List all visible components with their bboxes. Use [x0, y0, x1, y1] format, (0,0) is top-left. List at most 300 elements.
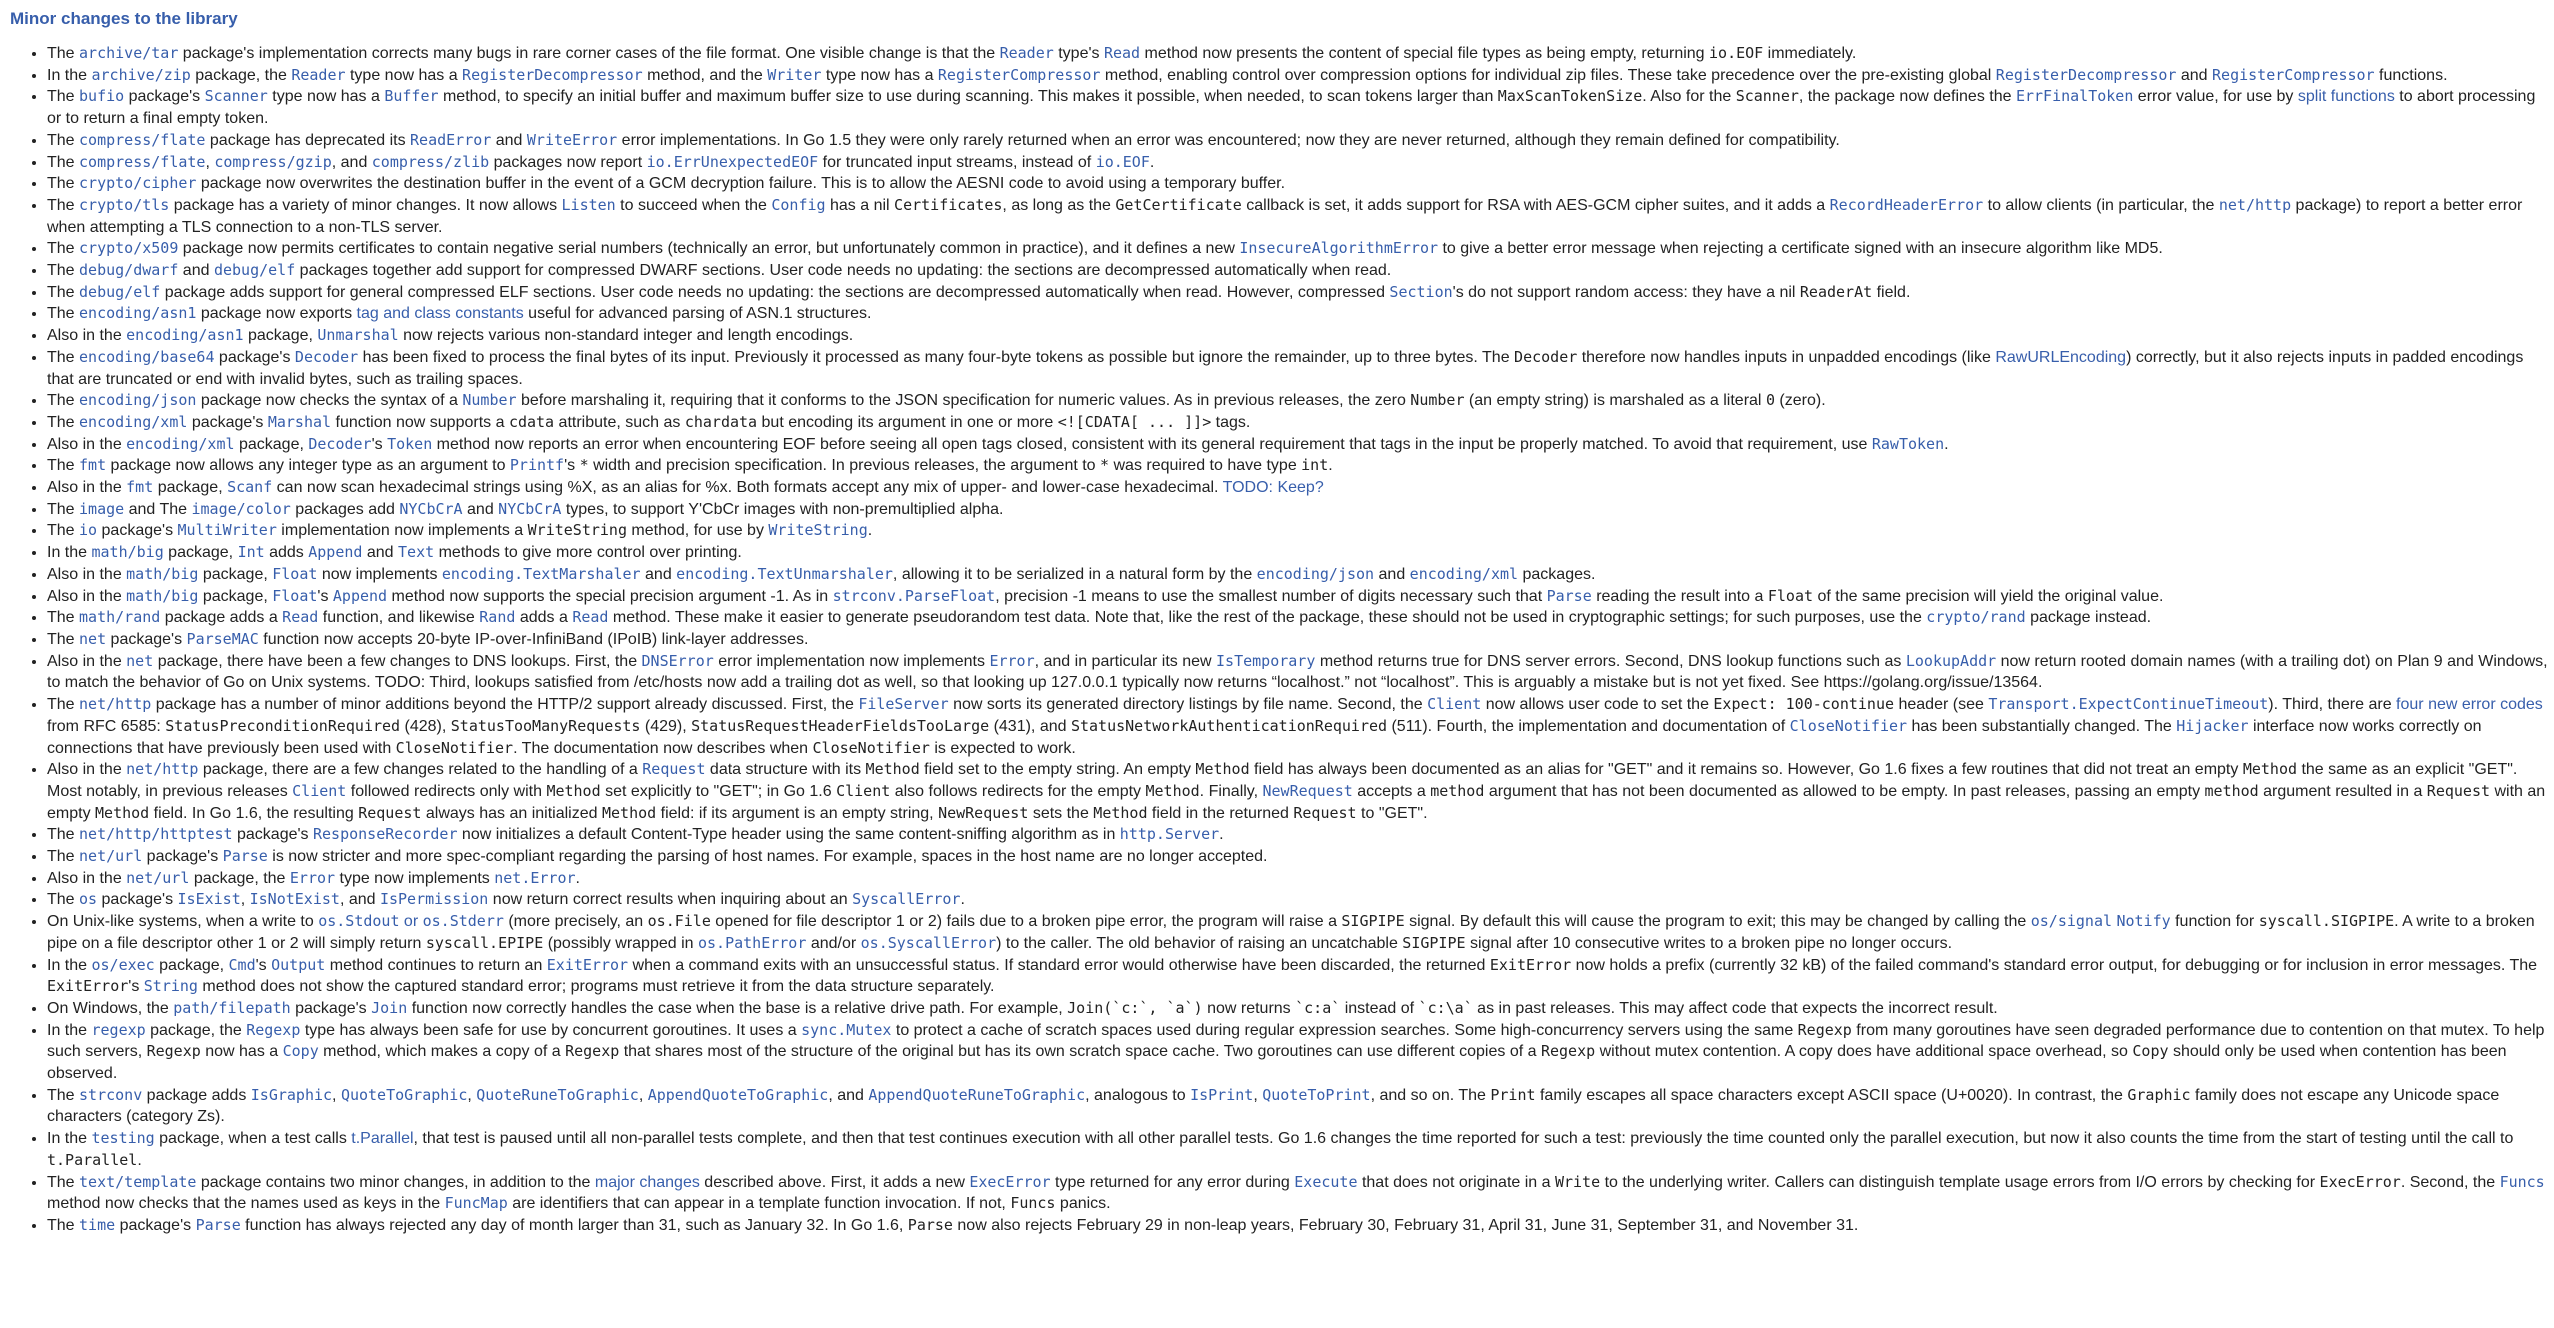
body-text: to the underlying writer. Callers can distinguish template usage errors from I/O errors by checking for	[1600, 1173, 2320, 1191]
body-text: implementation now implements a	[276, 522, 528, 540]
code-text: syscall.EPIPE	[425, 933, 544, 952]
body-text: The	[47, 1173, 80, 1191]
code-link[interactable]: Listen	[561, 195, 616, 214]
code-link[interactable]: IsPrint	[1190, 1085, 1254, 1104]
body-text: function, and likewise	[318, 609, 480, 627]
code-link[interactable]: IsTemporary	[1216, 651, 1316, 670]
code-link[interactable]: Scanf	[227, 478, 273, 497]
body-text: package has deprecated its	[205, 131, 411, 149]
body-text: The	[47, 457, 80, 475]
body-text: now implements	[317, 565, 442, 583]
link[interactable]: or	[399, 913, 423, 931]
code-text: WriteString	[527, 521, 627, 540]
body-text: now return rooted domain names (with a trailing dot) on Plan 9 and Windows, to match the behavior of Go on Unix systems. TODO: Third, lookups satisfied from /etc/hosts now add a trailing dot as well, so that looking up 127.0.0.1 typically now returns “localhost.” not “localhost”. This is arguably a mistake but is not yet fixed. See https://golang.org/issue/13564.	[47, 652, 2548, 692]
code-link[interactable]: os/signal	[2030, 912, 2113, 931]
body-text: opened for file descriptor 1 or 2) fails due to a broken pipe error, the program will raise a	[710, 913, 1342, 931]
list-item	[47, 1128, 2548, 1171]
code-link[interactable]: AppendQuoteRuneToGraphic	[868, 1085, 1086, 1104]
body-text: package,	[234, 435, 309, 453]
body-text: and The	[124, 500, 192, 518]
code-link[interactable]: math/rand	[79, 608, 161, 627]
code-link[interactable]: FileServer	[858, 695, 949, 714]
code-link[interactable]: debug/elf	[213, 261, 296, 280]
code-link[interactable]: Section	[1389, 282, 1453, 301]
body-text: now also rejects February 29 in non-leap years, February 30, February 31, April 31, June 31, September 31, and November 31.	[952, 1216, 1859, 1234]
code-link[interactable]: Scanner	[204, 87, 268, 106]
code-link[interactable]: SyscallError	[852, 890, 961, 909]
code-link[interactable]: math/big	[126, 564, 199, 583]
code-link[interactable]: image	[79, 499, 125, 518]
code-link[interactable]: Unmarshal	[317, 326, 399, 345]
code-text: Method	[865, 760, 920, 779]
body-text: has a nil	[825, 196, 895, 214]
body-text: width and precision specification. In previous releases, the argument to	[588, 457, 1101, 475]
code-link[interactable]: Int	[237, 543, 265, 562]
code-link[interactable]: debug/dwarf	[79, 261, 179, 280]
code-link[interactable]: encoding/json	[79, 391, 197, 410]
link[interactable]: split functions	[2297, 88, 2395, 106]
code-link[interactable]: Parse	[1546, 586, 1592, 605]
code-link[interactable]: encoding.TextUnmarshaler	[676, 564, 893, 583]
body-text: . A write to a broken pipe on a file descriptor other 1 or 2 will simply return	[47, 913, 2535, 952]
code-link[interactable]: os	[79, 890, 98, 909]
body-text: The	[47, 630, 80, 648]
body-text: The	[47, 522, 80, 540]
body-text: (431), and	[989, 717, 1071, 735]
list-item	[47, 1172, 2548, 1215]
code-link[interactable]: archive/tar	[79, 44, 179, 62]
body-text: for truncated input streams, instead of	[818, 153, 1096, 171]
body-text: family does not escape any Unicode space characters (category Zs).	[47, 1086, 2500, 1126]
code-link[interactable]: Float	[272, 586, 318, 605]
list-item	[47, 651, 2548, 694]
body-text: ,	[467, 1086, 477, 1104]
code-link[interactable]: http.Server	[1119, 825, 1220, 844]
code-link[interactable]: Printf	[509, 456, 565, 475]
body-text: package's	[106, 630, 187, 648]
body-text: function now correctly handles the case when the base is a relative drive path. For example,	[407, 999, 1068, 1017]
code-link[interactable]: os.Stderr	[422, 912, 504, 931]
body-text: packages now report	[489, 153, 647, 171]
body-text: but encoding its argument in one or more	[757, 413, 1058, 431]
code-link[interactable]: Read	[282, 608, 319, 627]
code-link[interactable]: compress/flate	[79, 152, 206, 171]
body-text: always has an initialized	[421, 804, 602, 822]
code-link[interactable]: NYCbCrA	[399, 499, 463, 518]
code-link[interactable]: net/url	[126, 868, 190, 887]
body-text: package now allows any integer type as an argument to	[106, 457, 510, 475]
body-text: The	[47, 696, 80, 714]
code-link[interactable]: Number	[462, 391, 517, 410]
code-link[interactable]: RegisterDecompressor	[462, 65, 643, 84]
code-link[interactable]: archive/zip	[91, 65, 191, 84]
body-text: now holds a prefix (currently 32 kB) of the failed command's standard error output, for debugging or for inclusion in error messages. The	[1571, 956, 2538, 974]
code-link[interactable]: text/template	[79, 1172, 197, 1191]
code-link[interactable]: encoding/asn1	[79, 304, 197, 323]
list-item	[47, 325, 2548, 347]
code-link[interactable]: regexp	[91, 1020, 146, 1039]
body-text: (429),	[640, 717, 692, 735]
body-text: method, for use by	[626, 522, 769, 540]
code-link[interactable]: Output	[271, 955, 326, 974]
body-text: signal after 10 consecutive writes to a broken pipe no longer occurs.	[1465, 934, 1953, 952]
code-link[interactable]: encoding/xml	[1409, 564, 1519, 583]
code-link[interactable]: os.SyscallError	[860, 933, 997, 952]
code-link[interactable]: Transport.ExpectContinueTimeout	[1988, 695, 2269, 714]
code-link[interactable]: compress/flate	[79, 130, 206, 149]
list-item	[47, 955, 2548, 998]
code-link[interactable]: io.EOF	[1095, 152, 1150, 171]
code-link[interactable]: os.Stdout	[318, 912, 400, 931]
code-link[interactable]: compress/zlib	[371, 152, 490, 171]
code-link[interactable]: Writer	[767, 65, 822, 84]
code-link[interactable]: encoding.TextMarshaler	[441, 564, 641, 583]
code-link[interactable]: Copy	[282, 1042, 319, 1061]
code-link[interactable]: ErrFinalToken	[2015, 87, 2134, 106]
code-link[interactable]: crypto/rand	[1926, 608, 2026, 627]
code-link[interactable]: math/big	[126, 586, 199, 605]
code-link[interactable]: String	[143, 977, 198, 996]
code-text: SIGPIPE	[1341, 912, 1405, 931]
code-link[interactable]: Text	[398, 543, 435, 562]
code-link[interactable]: strconv.ParseFloat	[832, 586, 996, 605]
code-link[interactable]: crypto/x509	[79, 239, 179, 258]
code-link[interactable]: fmt	[126, 478, 154, 497]
code-text: Method	[95, 803, 150, 822]
link[interactable]: t.Parallel	[351, 1130, 414, 1148]
body-text: ,	[240, 891, 250, 909]
list-item	[47, 889, 2548, 911]
code-text: Request	[2426, 781, 2491, 800]
code-link[interactable]: Cmd	[228, 955, 256, 974]
body-text: package's	[115, 1216, 196, 1234]
body-text: that does not originate in a	[1357, 1173, 1555, 1191]
code-link[interactable]: net/http	[2218, 195, 2292, 214]
code-link[interactable]: encoding/base64	[79, 347, 215, 366]
code-link[interactable]: QuoteRuneToGraphic	[476, 1085, 639, 1104]
body-text: The	[47, 262, 80, 280]
code-link[interactable]: net/http	[126, 760, 199, 779]
body-text: also follows redirects for the empty	[890, 782, 1146, 800]
list-item	[47, 260, 2548, 282]
code-link[interactable]: testing	[91, 1129, 155, 1148]
code-link[interactable]: Regexp	[246, 1020, 301, 1039]
body-text: package's	[97, 891, 178, 909]
code-link[interactable]: Error	[289, 868, 336, 887]
code-link[interactable]: Hijacker	[2176, 716, 2249, 735]
code-link[interactable]: Append	[308, 543, 363, 562]
code-link[interactable]: os/exec	[91, 955, 155, 974]
code-link[interactable]: debug/elf	[79, 282, 161, 301]
body-text: to succeed when the	[615, 196, 772, 214]
body-text: to give a better error message when rejecting a certificate signed with an insecure algorithm like MD5.	[1438, 240, 2163, 258]
body-text: The	[47, 131, 80, 149]
body-text: The	[47, 348, 80, 366]
code-link[interactable]: QuoteToPrint	[1262, 1085, 1371, 1104]
code-link[interactable]: Append	[332, 586, 388, 605]
body-text: ,	[205, 153, 215, 171]
body-text: .	[575, 869, 580, 887]
code-link[interactable]: AppendQuoteToGraphic	[647, 1085, 829, 1104]
code-link[interactable]: Decoder	[308, 434, 372, 453]
code-link[interactable]: QuoteToGraphic	[340, 1085, 468, 1104]
code-text: Method	[601, 803, 657, 822]
body-text: error implementations. In Go 1.5 they were only rarely returned when an error was encountered; now they are never returned, although they remain defined for compatibility.	[617, 131, 1840, 149]
body-text: tags.	[1211, 413, 1251, 431]
body-text: .	[1149, 153, 1155, 171]
code-text: StatusTooManyRequests	[450, 716, 641, 735]
code-link[interactable]: encoding/asn1	[126, 326, 244, 345]
code-text: *	[579, 456, 589, 475]
code-link[interactable]: Token	[387, 434, 433, 453]
code-link[interactable]: Float	[272, 564, 318, 583]
list-item	[47, 520, 2548, 542]
body-text: header (see	[1894, 696, 1989, 714]
code-link[interactable]: encoding/xml	[79, 412, 188, 431]
code-link[interactable]: RegisterCompressor	[937, 65, 1101, 84]
body-text: can now scan hexadecimal strings using %X, as an alias for %x. Both formats accept any mix of upper- and lower-case hexadecimal.	[272, 479, 1223, 497]
link[interactable]: tag and class constants	[356, 305, 524, 323]
body-text: The	[47, 891, 80, 909]
code-link[interactable]: Funcs	[2499, 1172, 2545, 1191]
code-link[interactable]: Config	[771, 195, 826, 214]
code-link[interactable]: io	[79, 521, 98, 540]
code-link[interactable]: encoding/json	[1256, 564, 1375, 583]
code-link[interactable]: strconv	[79, 1085, 143, 1104]
code-text: Method	[1195, 760, 1250, 779]
code-link[interactable]: NYCbCrA	[498, 499, 562, 518]
list-item	[47, 586, 2548, 608]
code-link[interactable]: sync.Mutex	[801, 1020, 892, 1039]
body-text: type now implements	[335, 869, 495, 887]
code-link[interactable]: math/big	[91, 543, 164, 562]
body-text: now returns	[1202, 999, 1296, 1017]
code-link[interactable]: IsPermission	[379, 890, 489, 909]
code-link[interactable]: crypto/cipher	[79, 174, 197, 193]
body-text: instead of	[1340, 999, 1419, 1017]
body-text: 's	[128, 978, 144, 996]
body-text: .	[960, 891, 965, 909]
body-text: to allow clients (in particular, the	[1983, 196, 2219, 214]
link[interactable]: RawURLEncoding	[1995, 348, 2127, 366]
code-link[interactable]: RawToken	[1871, 434, 1945, 453]
body-text: package adds support for general compressed ELF sections. User code needs no updating: the sections are decompressed automatically when read. However, compressed	[160, 283, 1390, 301]
code-link[interactable]: FuncMap	[444, 1194, 508, 1213]
body-text: Also in the	[47, 327, 127, 345]
code-link[interactable]: fmt	[79, 456, 107, 475]
body-text: type now has a	[267, 88, 385, 106]
code-text: method	[1430, 781, 1485, 800]
code-link[interactable]: WriteString	[768, 521, 868, 540]
body-text: method, which makes a copy of a	[318, 1043, 566, 1061]
body-text: method now reports an error when encountering EOF before seeing all open tags closed, consistent with its general requirement that tags in the input be properly matched. To avoid that requirement, use	[432, 435, 1872, 453]
body-text: to "GET".	[1356, 804, 1428, 822]
body-text: is expected to work.	[929, 739, 1076, 757]
code-text: `c:a`	[1295, 998, 1341, 1017]
code-text: 0	[1765, 391, 1775, 410]
code-link[interactable]: Client	[292, 781, 347, 800]
code-link[interactable]: Read	[1103, 44, 1141, 62]
code-link[interactable]: InsecureAlgorithmError	[1239, 239, 1439, 258]
body-text: .	[1328, 457, 1333, 475]
list-item	[47, 1215, 2548, 1237]
code-link[interactable]: Client	[1427, 695, 1482, 714]
code-text: Regexp	[1797, 1020, 1852, 1039]
body-text: function has always rejected any day of month larger than 31, such as January 32. In Go 1.6,	[240, 1216, 908, 1234]
body-text: followed redirects only with	[346, 782, 547, 800]
body-text: method now supports the special precision argument -1. As in	[387, 587, 833, 605]
code-link[interactable]: Buffer	[384, 87, 439, 106]
body-text: field in the returned	[1147, 804, 1294, 822]
code-text: StatusNetworkAuthenticationRequired	[1070, 716, 1388, 735]
body-text: 's	[371, 435, 388, 453]
body-text: has been substantially changed. The	[1907, 717, 2177, 735]
code-link[interactable]: ExitError	[546, 955, 629, 974]
list-item	[47, 238, 2548, 260]
body-text: described above. First, it adds a new	[699, 1173, 970, 1191]
list-item	[47, 43, 2548, 65]
code-link[interactable]: IsNotExist	[249, 890, 340, 909]
code-link[interactable]: Request	[642, 760, 706, 779]
code-text: Funcs	[1010, 1194, 1056, 1213]
body-text: The	[47, 45, 80, 62]
code-link[interactable]: Marshal	[267, 412, 332, 431]
body-text: Also in the	[47, 479, 127, 497]
body-text: packages.	[1518, 565, 1596, 583]
body-text: reading the result into a	[1591, 587, 1768, 605]
body-text: package contains two minor changes, in addition to the	[196, 1173, 595, 1191]
code-link[interactable]: Rand	[479, 608, 516, 627]
code-link[interactable]: ExecError	[969, 1172, 1051, 1191]
link[interactable]: major changes	[594, 1173, 700, 1191]
code-link[interactable]: RecordHeaderError	[1829, 195, 1984, 214]
link[interactable]: TODO: Keep?	[1222, 479, 1324, 497]
code-link[interactable]: Error	[989, 651, 1035, 670]
code-link[interactable]: net/http/httptest	[79, 825, 233, 844]
body-text: type returned for any error during	[1050, 1173, 1295, 1191]
code-link[interactable]: CloseNotifier	[1789, 716, 1908, 735]
body-text: package, when a test calls	[154, 1130, 352, 1148]
body-text: now initializes a default Content-Type header using the same content-sniffing algorithm as in	[457, 826, 1120, 844]
body-text: field.	[1872, 283, 1911, 301]
body-text: set explicitly to "GET"; in Go 1.6	[600, 782, 837, 800]
code-link[interactable]: MultiWriter	[177, 521, 277, 540]
body-text: and	[462, 500, 499, 518]
body-text: field set to the empty string. An empty	[919, 761, 1196, 779]
body-text: Also in the	[47, 435, 127, 453]
code-link[interactable]: Reader	[291, 65, 346, 84]
list-item	[47, 152, 2548, 174]
body-text: type now has a	[821, 66, 938, 84]
body-text: The	[47, 196, 80, 214]
code-link[interactable]: net	[79, 629, 107, 648]
body-text: with an empty	[47, 782, 2546, 822]
code-link[interactable]: IsGraphic	[250, 1085, 333, 1104]
code-link[interactable]: ParseMAC	[186, 629, 259, 648]
code-link[interactable]: ResponseRecorder	[312, 825, 458, 844]
body-text: package,	[153, 479, 228, 497]
body-text: . Also for the	[1642, 88, 1736, 106]
body-text: and/or	[806, 934, 861, 952]
body-text: package) to report a better error when attempting a TLS connection to a non-TLS server.	[47, 196, 2523, 236]
code-link[interactable]: Read	[572, 608, 609, 627]
body-text: method returns true for DNS server errors. Second, DNS lookup functions such as	[1315, 652, 1906, 670]
code-link[interactable]: crypto/tls	[79, 195, 170, 214]
code-link[interactable]: os.PathError	[698, 933, 807, 952]
code-link[interactable]: DNSError	[641, 651, 714, 670]
code-link[interactable]: Decoder	[294, 347, 359, 366]
code-link[interactable]: Parse	[195, 1215, 241, 1234]
code-link[interactable]: path/filepath	[173, 998, 291, 1017]
code-link[interactable]: io.ErrUnexpectedEOF	[646, 152, 819, 171]
body-text: and	[178, 262, 214, 280]
list-item	[47, 434, 2548, 456]
code-text: Request	[1293, 803, 1357, 822]
link[interactable]: four new error codes	[2396, 696, 2543, 714]
body-text: field has always been documented as an alias for "GET" and it remains so. However, Go 1.6 fixes a few routines that did not treat an empty	[1249, 761, 2243, 779]
body-text: methods to give more control over printing.	[434, 544, 742, 562]
code-link[interactable]: net.Error	[494, 868, 576, 887]
code-link[interactable]: LookupAddr	[1905, 651, 1997, 670]
body-text: package, there are a few changes related to the handling of a	[198, 761, 643, 779]
code-text: Parse	[907, 1215, 953, 1234]
body-text: package has a number of minor additions beyond the HTTP/2 support already discussed. First, the	[151, 696, 859, 714]
code-link[interactable]: Join	[371, 998, 408, 1017]
body-text: package's	[124, 88, 205, 106]
code-text: int	[1301, 456, 1329, 475]
body-text: method now checks that the names used as keys in the	[47, 1195, 445, 1213]
body-text: package,	[154, 956, 229, 974]
code-link[interactable]: Notify	[2116, 912, 2171, 931]
body-text: method does not show the captured standard error; programs must retrieve it from the data structure separately.	[197, 978, 995, 996]
code-text: <![CDATA[ ... ]]>	[1057, 412, 1212, 431]
code-link[interactable]: WriteError	[526, 130, 618, 149]
code-link[interactable]: Reader	[999, 44, 1054, 62]
code-link[interactable]: compress/gzip	[214, 152, 332, 171]
body-text: function for	[2170, 913, 2259, 931]
code-text: Scanner	[1735, 87, 1799, 106]
code-link[interactable]: image/color	[191, 499, 291, 518]
code-link[interactable]: net/http	[79, 695, 152, 714]
code-link[interactable]: net/url	[79, 847, 143, 866]
code-link[interactable]: NewRequest	[1262, 781, 1353, 800]
code-link[interactable]: time	[79, 1215, 116, 1234]
body-text: , and	[339, 891, 380, 909]
code-text: Certificates	[894, 195, 1003, 214]
code-text: ExecError	[2319, 1172, 2401, 1191]
code-link[interactable]: IsExist	[177, 890, 241, 909]
code-text: Client	[836, 781, 891, 800]
code-link[interactable]: bufio	[79, 87, 125, 106]
code-text: os.File	[647, 912, 711, 931]
code-link[interactable]: RegisterCompressor	[2212, 65, 2375, 84]
code-link[interactable]: ReadError	[410, 130, 492, 149]
body-text: package, there have been a few changes to DNS lookups. First, the	[153, 652, 642, 670]
body-text: method, and the	[642, 66, 768, 84]
code-link[interactable]: RegisterDecompressor	[1995, 65, 2177, 84]
code-link[interactable]: Execute	[1294, 1172, 1358, 1191]
body-text: 's	[255, 956, 272, 974]
list-item	[47, 824, 2548, 846]
code-link[interactable]: net	[126, 651, 154, 670]
code-link[interactable]: Parse	[222, 847, 268, 866]
body-text: (511). Fourth, the implementation and documentation of	[1387, 717, 1790, 735]
code-link[interactable]: encoding/xml	[126, 434, 235, 453]
body-text: data structure with its	[705, 761, 866, 779]
body-text: to protect a cache of scratch spaces used during regular expression searches. Some high-concurrency servers using the same	[891, 1021, 1798, 1039]
body-text: package's	[187, 413, 268, 431]
list-item	[47, 846, 2548, 868]
